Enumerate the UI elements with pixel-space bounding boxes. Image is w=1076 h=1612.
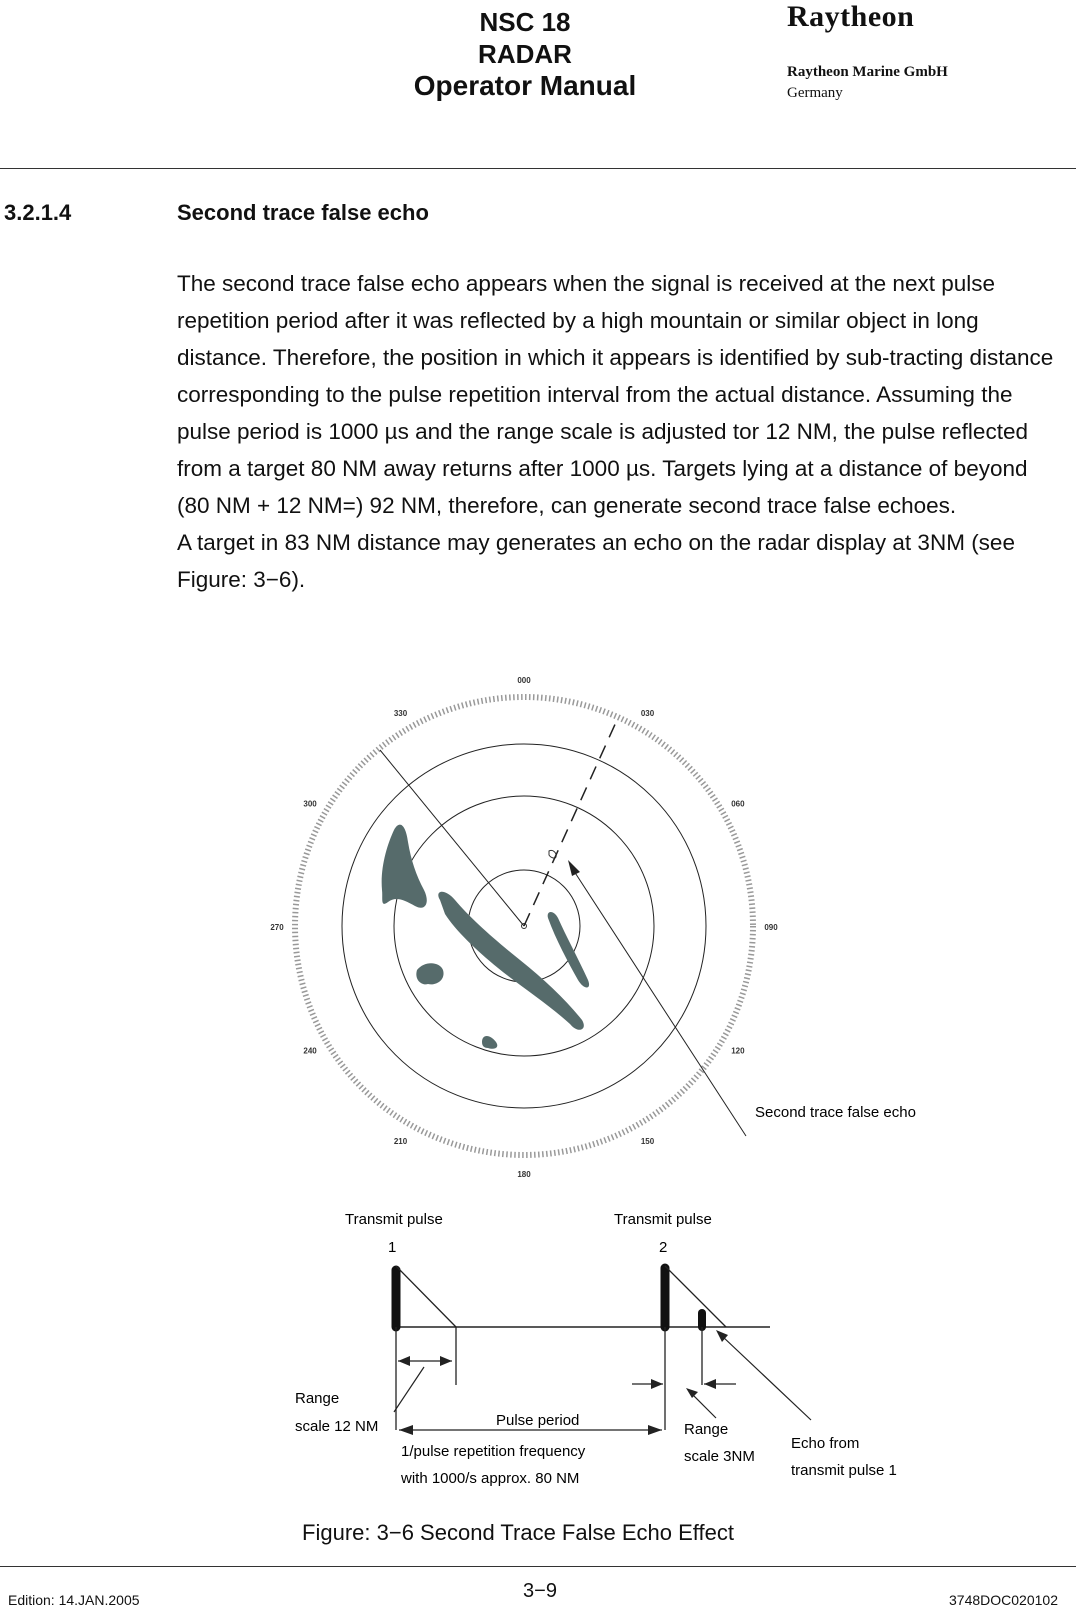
product-name: NSC 18 [479,7,571,37]
arrow-head [398,1356,410,1366]
land-echo [482,1036,497,1049]
land-echo [438,892,584,1030]
bearing-label: 240 [303,1046,317,1056]
false-echo-pointer-line [572,868,746,1136]
transmit-pulse-1-number: 1 [388,1239,397,1256]
range3-label-line1: Range [684,1421,729,1438]
arrow-head [648,1425,662,1435]
document-number: 3748DOC020102 [949,1592,1058,1608]
product-type: RADAR [478,39,572,69]
range12-label-line2: scale 12 NM [295,1418,379,1435]
bearing-label: 150 [640,1136,655,1146]
range12-label-line1: Range [295,1390,340,1407]
bearing-label: 060 [731,799,745,809]
timing-diagram [295,1211,897,1487]
bearing-label: 000 [517,676,531,685]
arrow-head [704,1379,716,1389]
arrow-head [651,1379,663,1389]
arrow-head [440,1356,452,1366]
arrow-head [568,860,580,876]
arrow-head [399,1425,413,1435]
transmit-pulse-1-label: Transmit pulse [345,1211,443,1228]
pulse-period-label: Pulse period [496,1412,580,1429]
transmit-pulse-2-label: Transmit pulse [614,1211,712,1228]
transmit-pulse-2-number: 2 [659,1239,668,1256]
prf-label-line2: with 1000/s approx. 80 NM [401,1470,580,1487]
bearing-label: 030 [640,709,655,719]
land-echo [548,912,589,988]
paragraph: The second trace false echo appears when the signal is received at the next pulse repetition period after it was reflected by a high mountain or similar object in long distance. Therefore, the position in which it appears is identified by sub-tracting distance corresponding to the pulse repetition interval from the actual distance. Assuming the pulse period is 1000 µs and the range scale is adjusted tor 12 NM, the pulse reflected from a target 80 NM away returns after 1000 µs. Targets lying at a distance of beyond (80 NM + 12 NM=) 92 NM, therefore, can generate second trace false echoes. [177,271,1054,518]
range12-pointer [394,1367,424,1412]
echo-label-line2: transmit pulse 1 [791,1462,897,1479]
bearing-label: 300 [303,799,317,809]
section-title: Second trace false echo [177,200,429,225]
bearing-label: 210 [393,1136,408,1146]
page-number: 3−9 [523,1580,557,1602]
bearing-labels [270,676,778,1179]
radar-display [295,697,753,1155]
arrow-head [686,1388,698,1398]
section-number: 3.2.1.4 [4,200,72,225]
footer-rule [0,1566,1076,1567]
company-country: Germany [787,85,843,101]
manual-name: Operator Manual [413,70,637,101]
prf-label-line1: 1/pulse repetition frequency [401,1443,586,1460]
bearing-label: 270 [270,923,284,932]
echo-pointer [722,1336,811,1420]
land-echo [416,963,443,984]
land-echo [382,825,427,908]
pulse-2-decay [665,1266,726,1327]
company-name: Raytheon Marine GmbH [787,64,948,80]
false-echo-label: Second trace false echo [755,1104,916,1121]
figure-caption: Figure: 3−6 Second Trace False Echo Effect [302,1520,734,1545]
range3-label-line2: scale 3NM [684,1448,755,1465]
bearing-label: 090 [764,923,778,932]
paragraph: A target in 83 NM distance may generates an echo on the radar display at 3NM (see Figure: 3−6). [177,530,1015,592]
bearing-label: 330 [393,709,408,719]
echo-label-line1: Echo from [791,1435,860,1452]
pulse-1-decay [396,1266,456,1327]
bearing-label: 120 [731,1046,745,1056]
brand-logo: Raytheon [787,0,915,33]
bearing-label: 180 [517,1170,531,1179]
edition-date: Edition: 14.JAN.2005 [8,1592,140,1608]
